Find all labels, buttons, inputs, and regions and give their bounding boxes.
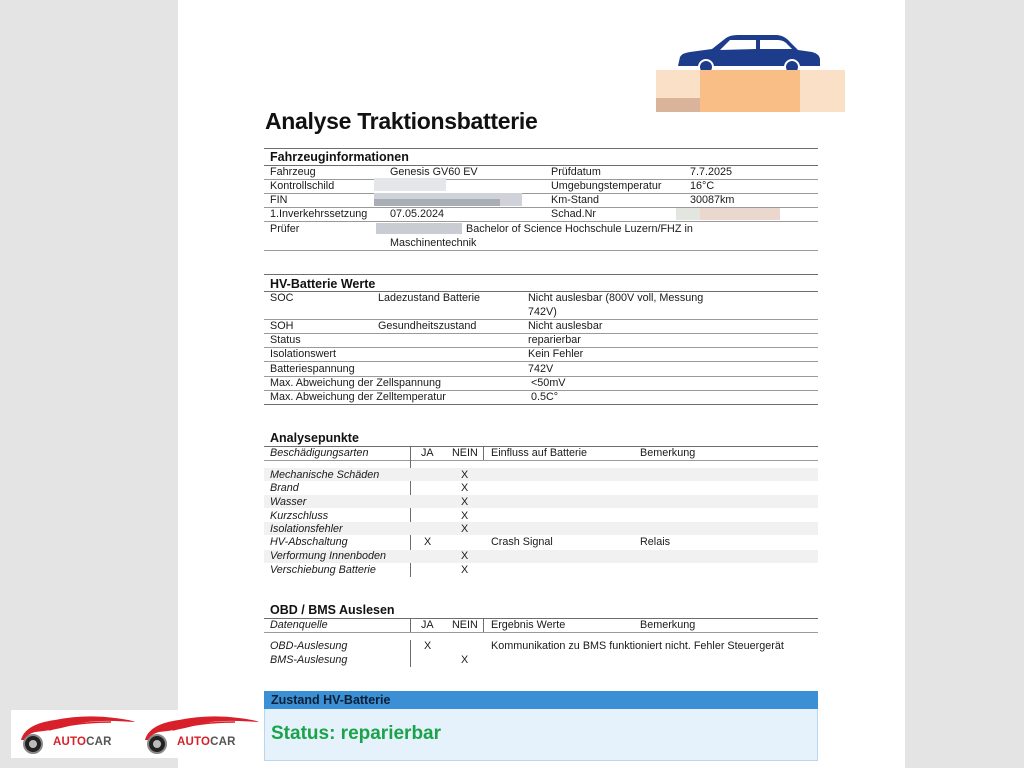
zellspannung-value: <50mV — [531, 377, 566, 389]
table-row-label: Brand — [270, 482, 299, 494]
column-header-beschaedigungsarten: Beschädigungsarten — [270, 447, 369, 459]
table-row-label: Verformung Innenboden — [270, 550, 387, 562]
divider — [264, 193, 818, 194]
column-header-datenquelle: Datenquelle — [270, 619, 328, 631]
umgebungstemperatur-value: 16°C — [690, 180, 715, 192]
section-heading-obd: OBD / BMS Auslesen — [270, 603, 395, 617]
divider — [264, 148, 818, 149]
divider — [264, 179, 818, 180]
row-band — [264, 495, 818, 508]
schadnr-label: Schad.Nr — [551, 208, 597, 220]
table-cell-ergebnis: Kommunikation zu BMS funktioniert nicht. Fehler Steuergerät — [491, 640, 784, 652]
column-divider — [410, 619, 411, 632]
inverkehrssetzung-label: 1.Inverkehrssetzung — [270, 208, 368, 220]
column-header-bemerkung: Bemerkung — [640, 447, 696, 459]
divider — [264, 221, 818, 222]
section-heading-fahrzeug: Fahrzeuginformationen — [270, 150, 409, 164]
logo-text-auto: AUTO — [53, 736, 87, 748]
divider — [264, 250, 818, 251]
table-row-label: Mechanische Schäden — [270, 469, 380, 481]
row-band — [264, 522, 818, 535]
zustand-body — [264, 709, 818, 761]
table-cell-nein: X — [461, 510, 469, 522]
autocar-logo — [15, 710, 137, 763]
pruefer-qualifikation: Bachelor of Science Hochschule Luzern/FHZ in — [466, 223, 693, 235]
divider — [264, 632, 818, 633]
fahrzeug-label: Fahrzeug — [270, 166, 316, 178]
pruefdatum-value: 7.7.2025 — [690, 166, 733, 178]
table-cell-nein: X — [461, 482, 469, 494]
km-stand-label: Km-Stand — [551, 194, 600, 206]
pruefer-label: Prüfer — [270, 223, 300, 235]
redacted-fin-core — [374, 199, 500, 206]
divider — [264, 361, 818, 362]
divider — [264, 165, 818, 166]
divider — [264, 274, 818, 275]
zelltemperatur-label: Max. Abweichung der Zelltemperatur — [270, 391, 446, 403]
soc-value: Nicht auslesbar (800V voll, Messung — [528, 292, 704, 304]
redacted-company-block-core — [700, 70, 800, 112]
table-row-label: Kurzschluss — [270, 510, 329, 522]
table-cell-nein: X — [461, 469, 469, 481]
pruefdatum-label: Prüfdatum — [551, 166, 601, 178]
zustand-status: Status: reparierbar — [271, 723, 442, 744]
logo-text-car: CAR — [86, 736, 112, 748]
soh-desc: Gesundheitszustand — [378, 320, 477, 332]
zustand-header — [264, 691, 818, 709]
column-header-ja: JA — [421, 619, 434, 631]
status-label: Status — [270, 334, 301, 346]
km-stand-value: 30087km — [690, 194, 735, 206]
isolationswert-value: Kein Fehler — [528, 348, 584, 360]
logo-strip — [11, 710, 259, 758]
fin-label: FIN — [270, 194, 288, 206]
autocar-logo-icon — [139, 710, 261, 758]
column-header-nein: NEIN — [452, 447, 478, 459]
soc-value-line2: 742V) — [528, 306, 557, 318]
kontrollschild-label: Kontrollschild — [270, 180, 335, 192]
autocar-logo — [139, 710, 261, 763]
redacted-kontrollschild — [374, 178, 446, 191]
column-header-einfluss: Einfluss auf Batterie — [491, 447, 588, 459]
autocar-logo-icon — [15, 710, 137, 758]
table-cell-nein: X — [461, 550, 469, 562]
document-title: Analyse Traktionsbatterie — [265, 108, 538, 134]
table-row-label: Wasser — [270, 496, 307, 508]
table-cell-ja: X — [424, 536, 432, 548]
table-cell-nein: X — [461, 654, 469, 666]
table-cell-ja: X — [424, 640, 432, 652]
table-cell-einfluss: Crash Signal — [491, 536, 553, 548]
table-row-label: BMS-Auslesung — [270, 654, 348, 666]
zelltemperatur-value: 0.5C° — [531, 391, 559, 403]
logo-text-car: CAR — [210, 736, 236, 748]
table-cell-bemerkung: Relais — [640, 536, 671, 548]
column-header-ja: JA — [421, 447, 434, 459]
table-row-label: Verschiebung Batterie — [270, 564, 376, 576]
logo-text — [177, 736, 236, 748]
redacted-company-block-edge — [656, 98, 700, 112]
column-divider — [410, 640, 411, 667]
table-cell-nein: X — [461, 564, 469, 576]
umgebungstemperatur-label: Umgebungstemperatur — [551, 180, 662, 192]
column-divider — [483, 619, 484, 632]
redacted-pruefer-name — [376, 223, 462, 234]
soc-desc: Ladezustand Batterie — [378, 292, 481, 304]
section-heading-hv: HV-Batterie Werte — [270, 277, 376, 291]
zustand-heading: Zustand HV-Batterie — [271, 693, 391, 707]
zellspannung-label: Max. Abweichung der Zellspannung — [270, 377, 442, 389]
batteriespannung-label: Batteriespannung — [270, 363, 355, 375]
logo-text — [53, 736, 112, 748]
batteriespannung-value: 742V — [528, 363, 554, 375]
soc-label: SOC — [270, 292, 294, 304]
column-header-bemerkung: Bemerkung — [640, 619, 696, 631]
status-value: reparierbar — [528, 334, 581, 346]
table-row-label: Isolationsfehler — [270, 523, 343, 535]
divider — [264, 460, 818, 461]
table-row-label: OBD-Auslesung — [270, 640, 348, 652]
isolationswert-label: Isolationswert — [270, 348, 337, 360]
column-header-ergebnis: Ergebnis Werte — [491, 619, 566, 631]
table-cell-nein: X — [461, 496, 469, 508]
pruefer-qualifikation-line2: Maschinentechnik — [390, 237, 477, 249]
table-row-label: HV-Abschaltung — [270, 536, 348, 548]
document-page — [178, 0, 905, 768]
column-header-nein: NEIN — [452, 619, 478, 631]
fahrzeug-value: Genesis GV60 EV — [390, 166, 478, 178]
logo-text-auto: AUTO — [177, 736, 211, 748]
car-icon — [674, 30, 824, 74]
table-cell-nein: X — [461, 523, 469, 535]
column-divider — [483, 447, 484, 460]
inverkehrssetzung-value: 07.05.2024 — [390, 208, 445, 220]
redacted-schadnr-edge — [676, 208, 700, 220]
soh-label: SOH — [270, 320, 294, 332]
divider — [264, 404, 818, 405]
soh-value: Nicht auslesbar — [528, 320, 603, 332]
section-heading-analyse: Analysepunkte — [270, 431, 359, 445]
